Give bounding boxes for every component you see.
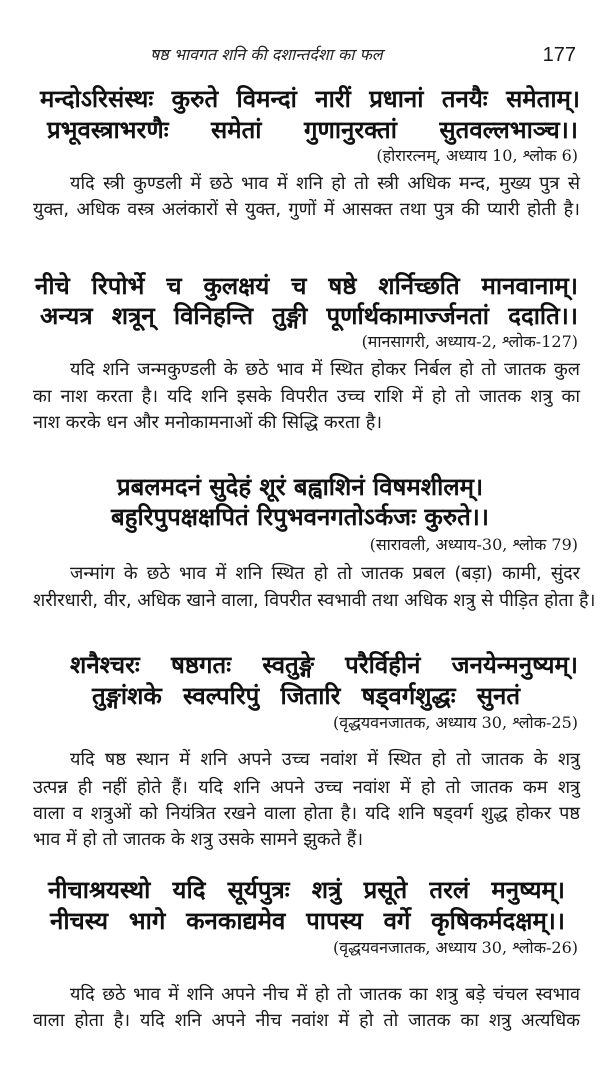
paragraph-line: नाश करके धन और मनोकामनाओं की सिद्धि करता है। [33,412,383,433]
paragraph-line: का नाश करता है। यदि शनि इसके विपरीत उच्च राशि में हो तो जातक शत्रु का [33,386,580,407]
paragraph-line: भाव में हो तो जातक के शत्रु उसके सामने झुकते हैं। [33,829,364,850]
verse-line: शनैश्चरः षष्ठगतः स्वतुङ्गे परैर्विहीनं जनयेन्मनुष्यम्। [70,651,578,679]
paragraph-line: यदि छठे भाव में शनि अपने नीच में हो तो जातक का शत्रु बड़े चंचल स्वभाव [70,984,580,1005]
verse-reference: (सारावली, अध्याय-30, श्लोक 79) [369,535,578,554]
verse-line: नीचे रिपोर्भे च कुलक्षयं च षष्ठे शर्निच्छति मानवानाम्। [35,272,578,300]
paragraph-line: जन्मांग के छठे भाव में शनि स्थित हो तो जातक प्रबल (बड़ा) कामी, सुंदर [70,563,580,584]
verse-line: बहुरिपुपक्षक्षपितं रिपुभवनगतोऽर्कजः कुरुते।। [111,503,489,531]
verse-line: अन्यत्र शत्रून् विनिहन्ति तुङ्गी पूर्णार्थकामार्ज्जनतां ददाति।। [40,302,578,330]
paragraph-line: वाला व शत्रुओं को नियंत्रित रखने वाला होता है। यदि शनि षड्वर्ग शुद्ध होकर पष्ठ [33,803,580,824]
verse-reference: (मानसागरी, अध्याय-2, श्लोक-127) [361,332,578,351]
verse-line: तुङ्गांशके स्वल्परिपुं जितारि षड्वर्गशुद्धः सुनतं [92,682,520,710]
paragraph-line: यदि शनि जन्मकुण्डली के छठे भाव में स्थित होकर निर्बल हो तो जातक कुल [70,359,580,380]
paragraph-line: यदि स्त्री कुण्डली में छठे भाव में शनि हो तो स्त्री अधिक मन्द, मुख्य पुत्र से [70,173,580,194]
paragraph-line: शरीरधारी, वीर, अधिक खाने वाला, विपरीत स्वभावी तथा अधिक शत्रु से पीड़ित होता है। [33,590,596,611]
paragraph-line: वाला होता है। यदि शनि अपने नीच नवांश में हो तो जातक का शत्रु अत्यधिक [33,1010,580,1031]
verse-reference: (वृद्धयवनजातक, अध्याय 30, श्लोक-25) [332,713,578,732]
verse-reference: (वृद्धयवनजातक, अध्याय 30, श्लोक-26) [332,938,578,957]
verse-reference: (होरारत्नम्, अध्याय 10, श्लोक 6) [376,146,578,165]
verse-line: नीचाश्रयस्थो यदि सूर्यपुत्रः शत्रुं प्रसूते तरलं मनुष्यम्। [48,876,565,904]
page-number: 177 [542,44,576,66]
verse-line: मन्दोऽरिसंस्थः कुरुते विमन्दां नारीं प्रधानां तनयैः समेताम्। [40,85,580,113]
verse-line: प्रबलमदनं सुदेहं शूरं बह्वाशिनं विषमशीलम्। [116,473,484,501]
paragraph-line: युक्त, अधिक वस्त्र अलंकारों से युक्त, गुणों में आसक्त तथा पुत्र की प्यारी होती है। [33,199,580,220]
verse-line: नीचस्य भागे कनकाद्यमेव पापस्य वर्गे कृषिकर्मदक्षम्।। [50,907,565,935]
running-header-title: षष्ठ भावगत शनि की दशान्तर्दशा का फल [150,45,383,64]
paragraph-line: यदि षष्ठ स्थान में शनि अपने उच्च नवांश में स्थित हो तो जातक के शत्रु [70,749,580,770]
paragraph-line: उत्पन्न ही नहीं होते हैं। यदि शनि अपने उच्च नवांश में हो तो जातक कम शत्रु [33,777,580,798]
verse-line: प्रभूवस्त्राभरणैः समेतां गुणानुरक्तां सुतवल्लभाञ्च।। [47,116,578,144]
